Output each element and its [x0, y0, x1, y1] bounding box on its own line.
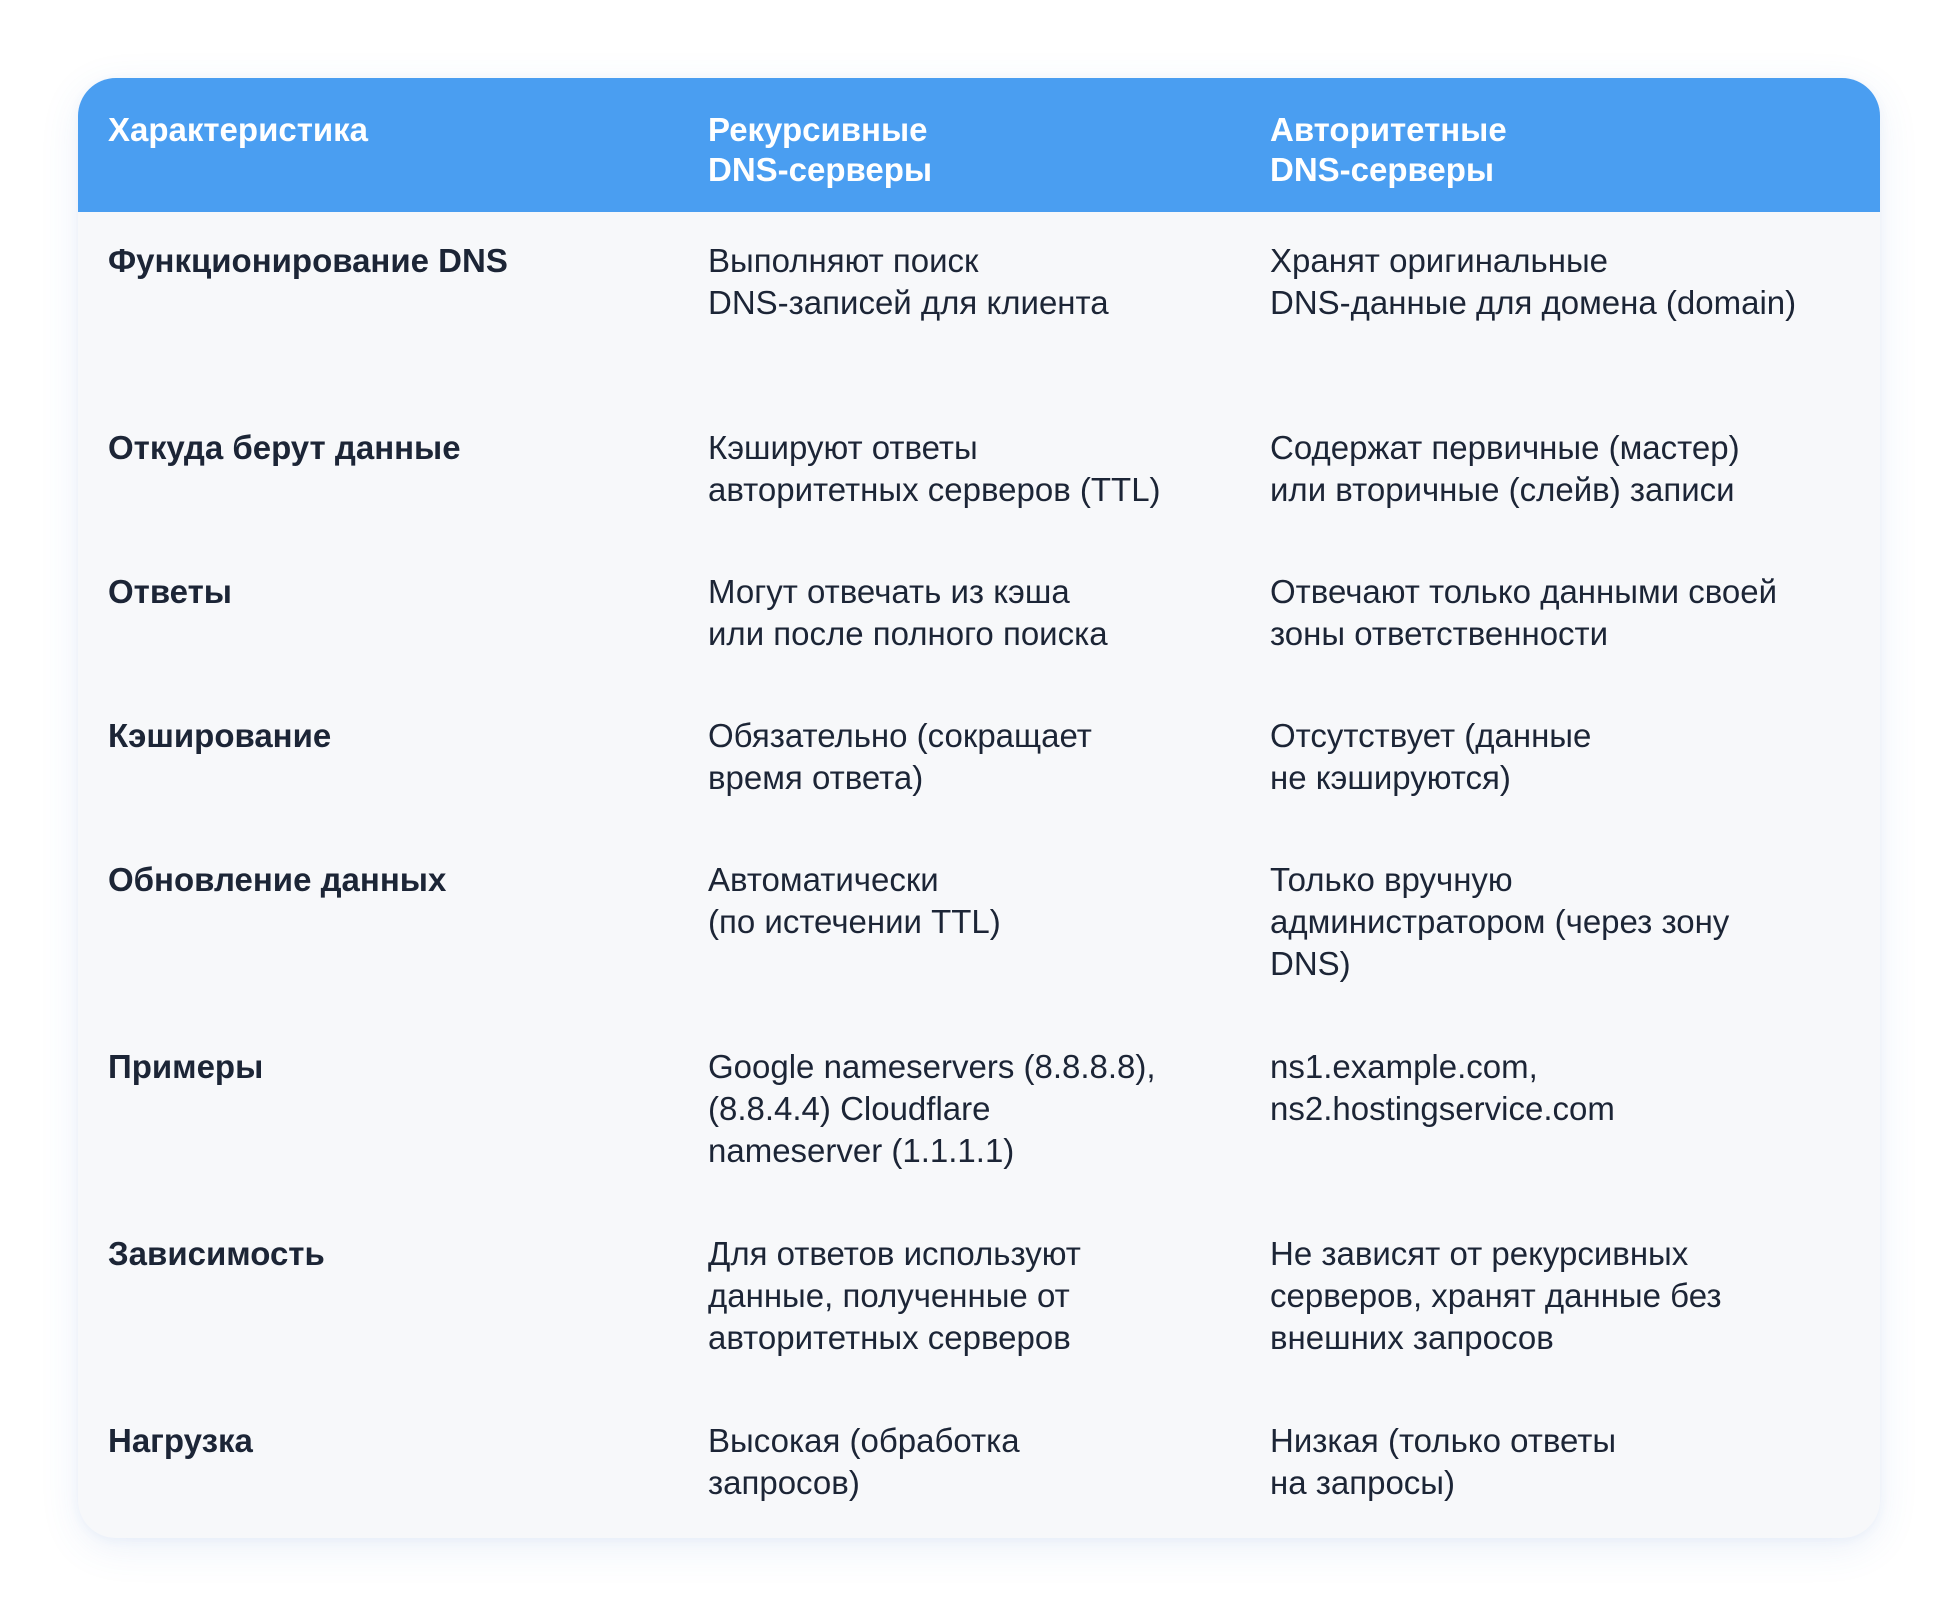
row-authoritative-value: Отвечают только данными своей зоны ответственности: [1270, 573, 1778, 652]
row-authoritative-value: Не зависят от рекурсивных серверов, хранят данные без внешних запросов: [1270, 1235, 1722, 1356]
row-label: Нагрузка: [108, 1422, 253, 1459]
header-recursive: Рекурсивные DNS-серверы: [708, 111, 933, 188]
row-recursive-value: Выполняют поиск DNS-записей для клиента: [708, 242, 1109, 321]
header-authoritative: Авторитетные DNS-серверы: [1270, 111, 1507, 188]
row-label: Функционирование DNS: [108, 242, 508, 279]
row-recursive-value: Google nameservers (8.8.8.8), (8.8.4.4) Cloudflare nameserver (1.1.1.1): [708, 1048, 1156, 1169]
row-label: Зависимость: [108, 1235, 325, 1272]
row-authoritative-value: Содержат первичные (мастер) или вторичные (слейв) записи: [1270, 429, 1740, 508]
row-label: Откуда берут данные: [108, 429, 461, 466]
comparison-table: [78, 78, 1880, 1538]
row-recursive-value: Автоматически (по истечении TTL): [708, 861, 1001, 940]
row-recursive-value: Для ответов используют данные, полученные от авторитетных серверов: [708, 1235, 1081, 1356]
header-characteristic: Характеристика: [108, 111, 369, 148]
row-label: Примеры: [108, 1048, 264, 1085]
row-authoritative-value: ns1.example.com, ns2.hostingservice.com: [1270, 1048, 1615, 1127]
row-label: Кэширование: [108, 717, 332, 754]
row-authoritative-value: Низкая (только ответы на запросы): [1270, 1422, 1617, 1501]
row-recursive-value: Высокая (обработка запросов): [708, 1422, 1020, 1501]
row-recursive-value: Обязательно (сокращает время ответа): [708, 717, 1092, 796]
row-label: Обновление данных: [108, 861, 447, 898]
row-authoritative-value: Отсутствует (данные не кэшируются): [1270, 717, 1592, 796]
table-header: [78, 78, 1880, 212]
row-recursive-value: Могут отвечать из кэша или после полного поиска: [708, 573, 1108, 652]
row-authoritative-value: Только вручную администратором (через зону DNS): [1270, 861, 1730, 982]
row-recursive-value: Кэшируют ответы авторитетных серверов (TTL): [708, 429, 1161, 508]
row-label: Ответы: [108, 573, 232, 610]
row-authoritative-value: Хранят оригинальные DNS-данные для домена (domain): [1270, 242, 1797, 321]
